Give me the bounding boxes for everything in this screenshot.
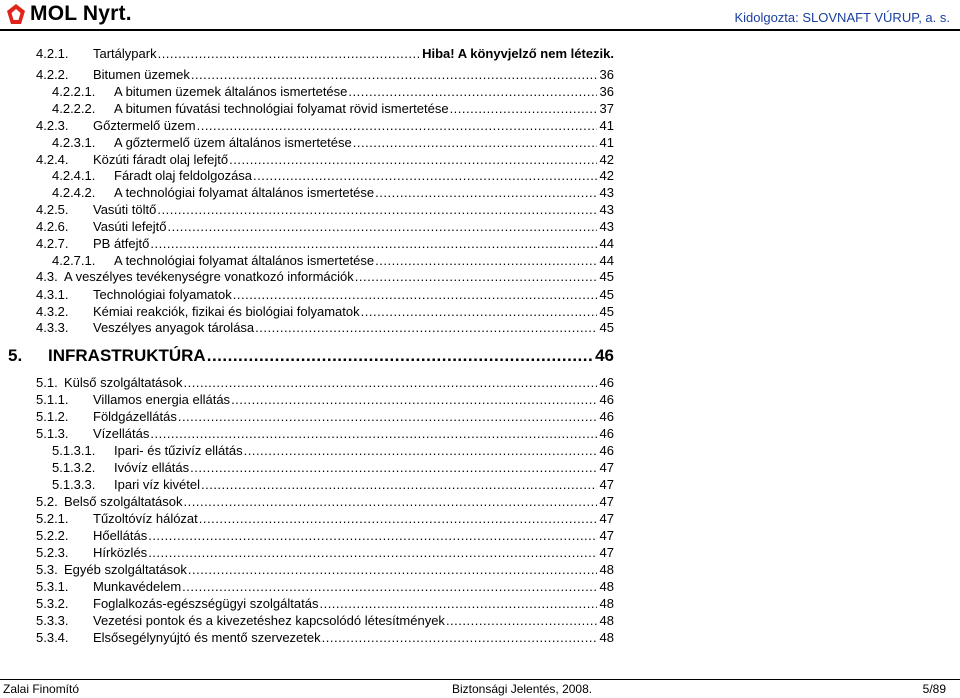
company-logo (6, 2, 132, 26)
toc-entry-title: Foglalkozás-egészségügyi szolgáltatás (93, 596, 319, 611)
toc-entry[interactable] (0, 46, 960, 62)
toc-entry-number: 4.2.4.2. (52, 185, 96, 200)
toc-entry-page: 48 (599, 562, 614, 577)
footer-divider (0, 679, 960, 680)
toc-entry-number: 4.2.2.1. (52, 84, 96, 99)
toc-entry[interactable] (0, 345, 960, 367)
toc-entry-title: Külső szolgáltatások (64, 375, 183, 390)
toc-entry[interactable] (0, 135, 960, 151)
toc-entry[interactable] (0, 375, 960, 391)
toc-entry[interactable] (0, 443, 960, 459)
toc-entry-page: 43 (599, 202, 614, 217)
toc-entry-title: Belső szolgáltatások (64, 494, 183, 509)
toc-entry[interactable] (0, 287, 960, 303)
toc-entry-title: A gőztermelő üzem általános ismertetése (114, 135, 352, 150)
toc-entry[interactable] (0, 613, 960, 629)
toc-entry-number: 5.1.3.2. (52, 460, 96, 475)
toc-entry-title: Elsősegélynyújtó és mentő szervezetek (93, 630, 321, 645)
toc-dot-leader (207, 346, 592, 366)
toc-entry-number: 4.3.3. (36, 320, 69, 335)
toc-entry-title: Földgázellátás (93, 409, 177, 424)
toc-entry-title: Vízellátás (93, 426, 150, 441)
toc-dot-leader (188, 562, 597, 577)
toc-dot-leader (244, 443, 597, 458)
toc-entry[interactable] (0, 426, 960, 442)
toc-entry-number: 4.2.3. (36, 118, 69, 133)
toc-entry-page: 45 (599, 287, 614, 302)
toc-dot-leader (355, 269, 597, 284)
toc-entry-page: 48 (599, 613, 614, 628)
toc-entry[interactable] (0, 579, 960, 595)
toc-entry-number: 4.3. (36, 269, 58, 284)
toc-entry-title: Hírközlés (93, 545, 148, 560)
footer-document: Biztonsági Jelentés, 2008. (452, 682, 593, 696)
toc-entry[interactable] (0, 511, 960, 527)
toc-entry-page: 48 (599, 630, 614, 645)
toc-entry-title: INFRASTRUKTÚRA (48, 346, 206, 365)
toc-entry-title: A technológiai folyamat általános ismertetése (114, 185, 375, 200)
toc-entry[interactable] (0, 460, 960, 476)
toc-entry-title: Ivóvíz ellátás (114, 460, 190, 475)
contractor-note: Kidolgozta: SLOVNAFT VÚRUP, a. s. (734, 10, 950, 25)
toc-entry[interactable] (0, 494, 960, 510)
toc-entry-page: 46 (595, 346, 614, 365)
toc-entry-title: Közúti fáradt olaj lefejtő (93, 152, 229, 167)
toc-entry[interactable] (0, 477, 960, 493)
toc-entry-page: 47 (599, 528, 614, 543)
toc-entry-title: Veszélyes anyagok tárolása (93, 320, 255, 335)
toc-entry-number: 5.3. (36, 562, 58, 577)
toc-dot-leader (255, 320, 596, 335)
company-name: MOL Nyrt. (30, 2, 132, 25)
toc-entry-title: A bitumen üzemek általános ismertetése (114, 84, 348, 99)
toc-entry-page: 46 (599, 409, 614, 424)
toc-entry-number: 5.2.2. (36, 528, 69, 543)
toc-dot-leader (229, 152, 596, 167)
toc-entry-page: 43 (599, 185, 614, 200)
toc-entry-number: 5.3.3. (36, 613, 69, 628)
toc-entry-number: 4.3.1. (36, 287, 69, 302)
toc-entry-page: 36 (599, 84, 614, 99)
footer-site: Zalai Finomító (3, 682, 80, 696)
toc-dot-leader (253, 168, 597, 183)
toc-dot-leader (348, 84, 596, 99)
toc-entry-title: Vasúti töltő (93, 202, 157, 217)
toc-entry-page: 48 (599, 596, 614, 611)
toc-entry-page: 48 (599, 579, 614, 594)
toc-entry[interactable] (0, 67, 960, 83)
toc-entry[interactable] (0, 152, 960, 168)
toc-entry[interactable] (0, 409, 960, 425)
toc-entry-number: 4.2.2.2. (52, 101, 96, 116)
toc-entry-page: 45 (599, 304, 614, 319)
toc-entry[interactable] (0, 84, 960, 100)
toc-dot-leader (375, 253, 596, 268)
toc-dot-leader (319, 596, 596, 611)
toc-entry[interactable] (0, 202, 960, 218)
toc-entry[interactable] (0, 528, 960, 544)
toc-entry-page: 42 (599, 152, 614, 167)
toc-entry-title: A veszélyes tevékenységre vonatkozó információk (64, 269, 354, 284)
toc-entry-number: 5.1.3.1. (52, 443, 96, 458)
toc-entry-number: 4.2.3.1. (52, 135, 96, 150)
toc-dot-leader (231, 392, 596, 407)
toc-entry[interactable] (0, 304, 960, 320)
toc-dot-leader (150, 236, 596, 251)
toc-entry-number: 5.1.2. (36, 409, 69, 424)
toc-entry-number: 4.2.1. (36, 46, 69, 61)
toc-entry-page: 45 (599, 320, 614, 335)
toc-entry-page: 46 (599, 443, 614, 458)
footer-page-number: 5/89 (922, 682, 946, 696)
toc-dot-leader (182, 579, 596, 594)
toc-entry[interactable] (0, 562, 960, 578)
toc-entry-title: Villamos energia ellátás (93, 392, 231, 407)
toc-dot-leader (150, 426, 596, 441)
toc-entry[interactable] (0, 269, 960, 285)
toc-entry-page: 46 (599, 375, 614, 390)
toc-entry[interactable] (0, 168, 960, 184)
toc-entry-number: 4.2.7. (36, 236, 69, 251)
toc-entry[interactable] (0, 392, 960, 408)
toc-entry-title: Bitumen üzemek (93, 67, 190, 82)
toc-entry[interactable] (0, 219, 960, 235)
toc-entry-title: Tartálypark (93, 46, 157, 61)
toc-entry-number: 5.3.2. (36, 596, 69, 611)
toc-entry[interactable] (0, 596, 960, 612)
header-divider (0, 29, 960, 31)
toc-entry[interactable] (0, 253, 960, 269)
toc-entry-title: Hőellátás (93, 528, 148, 543)
toc-entry-page: 41 (599, 135, 614, 150)
toc-entry-number: 5.3.4. (36, 630, 69, 645)
toc-entry-number: 4.2.6. (36, 219, 69, 234)
toc-entry-page: 41 (599, 118, 614, 133)
toc-entry[interactable] (0, 630, 960, 646)
toc-entry-number: 5.2.3. (36, 545, 69, 560)
toc-dot-leader (190, 460, 596, 475)
toc-dot-leader (201, 477, 597, 492)
toc-entry-page: 44 (599, 236, 614, 251)
toc-entry-page: 47 (599, 545, 614, 560)
toc-entry-number: 5.1.3. (36, 426, 69, 441)
toc-entry-title: PB átfejtő (93, 236, 150, 251)
toc-entry-number: 5.1.3.3. (52, 477, 96, 492)
toc-entry-page: 47 (599, 477, 614, 492)
toc-dot-leader (148, 528, 596, 543)
toc-entry-number: 5.2. (36, 494, 58, 509)
toc-dot-leader (191, 67, 597, 82)
toc-dot-leader (178, 409, 597, 424)
toc-dot-leader (322, 630, 597, 645)
toc-dot-leader (167, 219, 596, 234)
toc-entry-title: Ipari víz kivétel (114, 477, 200, 492)
toc-entry-page: 46 (599, 392, 614, 407)
toc-dot-leader (446, 613, 597, 628)
toc-entry-number: 4.2.4.1. (52, 168, 96, 183)
toc-entry-title: Vezetési pontok és a kivezetéshez kapcsolódó létesítmények (93, 613, 445, 628)
toc-entry[interactable] (0, 101, 960, 117)
toc-entry-title: A bitumen fúvatási technológiai folyamat rövid ismertetése (114, 101, 449, 116)
toc-entry-number: 4.2.4. (36, 152, 69, 167)
toc-dot-leader (184, 375, 597, 390)
toc-entry-page: 37 (599, 101, 614, 116)
toc-entry[interactable] (0, 236, 960, 252)
toc-entry-title: Gőztermelő üzem (93, 118, 196, 133)
toc-entry-page: 44 (599, 253, 614, 268)
toc-entry-title: Munkavédelem (93, 579, 182, 594)
toc-dot-leader (450, 101, 597, 116)
toc-entry-number: 5.3.1. (36, 579, 69, 594)
toc-entry-page: 47 (599, 494, 614, 509)
toc-entry[interactable] (0, 118, 960, 134)
toc-entry-page: 43 (599, 219, 614, 234)
toc-entry-title: Tűzoltóvíz hálózat (93, 511, 198, 526)
toc-dot-leader (361, 304, 597, 319)
toc-dot-leader (184, 494, 597, 509)
toc-entry-page: 45 (599, 269, 614, 284)
toc-dot-leader (158, 46, 420, 61)
toc-entry-title: A technológiai folyamat általános ismertetése (114, 253, 375, 268)
toc-entry-title: Technológiai folyamatok (93, 287, 232, 302)
toc-entry-number: 4.2.7.1. (52, 253, 96, 268)
toc-entry-number: 5.1.1. (36, 392, 69, 407)
toc-entry-page: 42 (599, 168, 614, 183)
toc-entry-page: 36 (599, 67, 614, 82)
toc-dot-leader (197, 118, 597, 133)
toc-entry[interactable] (0, 545, 960, 561)
toc-dot-leader (199, 511, 597, 526)
toc-entry-number: 4.2.2. (36, 67, 69, 82)
toc-entry-title: Kémiai reakciók, fizikai és biológiai folyamatok (93, 304, 360, 319)
toc-entry-number: 4.3.2. (36, 304, 69, 319)
toc-entry-page: 46 (599, 426, 614, 441)
toc-entry-title: Fáradt olaj feldolgozása (114, 168, 253, 183)
toc-dot-leader (353, 135, 597, 150)
toc-entry-page: 47 (599, 460, 614, 475)
page-header (0, 0, 960, 38)
toc-entry[interactable] (0, 185, 960, 201)
toc-entry-title: Ipari- és tűzivíz ellátás (114, 443, 243, 458)
toc-dot-leader (233, 287, 597, 302)
toc-entry-number: 5. (8, 346, 23, 365)
mol-logo-icon (6, 3, 26, 25)
toc-entry[interactable] (0, 320, 960, 336)
toc-entry-page: Hiba! A könyvjelző nem létezik. (422, 46, 614, 61)
toc-entry-number: 4.2.5. (36, 202, 69, 217)
toc-dot-leader (375, 185, 596, 200)
toc-entry-page: 47 (599, 511, 614, 526)
toc-entry-number: 5.1. (36, 375, 58, 390)
toc-dot-leader (157, 202, 596, 217)
toc-entry-title: Vasúti lefejtő (93, 219, 167, 234)
toc-dot-leader (148, 545, 596, 560)
toc-entry-title: Egyéb szolgáltatások (64, 562, 187, 577)
toc-entry-number: 5.2.1. (36, 511, 69, 526)
